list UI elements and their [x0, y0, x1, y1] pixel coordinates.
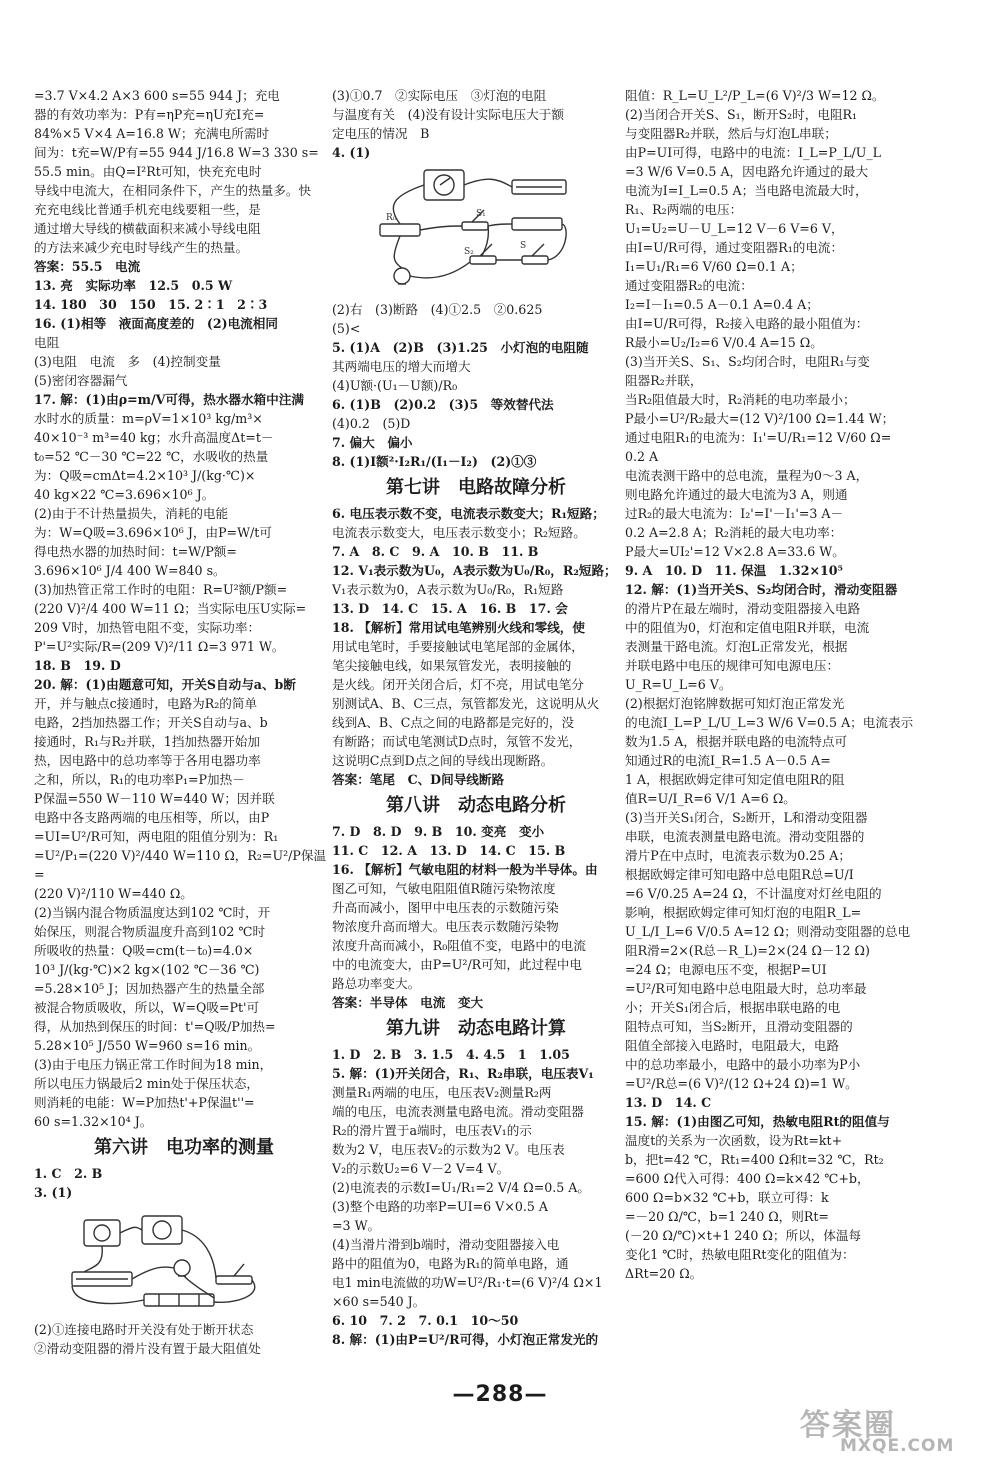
- answer-line: 这说明C点到D点之间的导线出现断路。: [332, 753, 554, 768]
- answer-line: 16. (1)相等 液面高度差的 (2)电流相同: [34, 316, 278, 331]
- answer-line: 表测量干路电流。灯泡L正常发光，根据: [625, 639, 848, 654]
- answer-line: 16. 【解析】气敏电阻的材料一般为半导体。由: [332, 862, 598, 877]
- answer-line: 55.5 min。由Q=I²Rt可知，快充充电时: [34, 164, 262, 179]
- answer-line: (4)0.2 (5)D: [332, 416, 411, 431]
- answer-line: (5)<: [332, 321, 361, 336]
- answer-line: 别测试A、B、C三点，氖管都发光，这说明从火: [332, 696, 600, 711]
- answer-line: 变化1 ℃时，热敏电阻Rt变化的阻值为：: [625, 1247, 855, 1262]
- answer-line: 40 kg×22 ℃=3.696×10⁶ J。: [34, 487, 215, 502]
- answer-line: (3)整个电路的功率P=UI=6 V×0.5 A: [332, 1199, 548, 1214]
- col1-block2: [34, 1164, 334, 1202]
- answer-line: =U²/R总=(6 V)²/(12 Ω+24 Ω)=1 W。: [625, 1076, 858, 1091]
- answer-line: 数为2 V，电压表V₂的示数为2 V。电压表: [332, 1142, 565, 1157]
- answer-line: 路总功率变大。: [332, 976, 421, 991]
- answer-line: 滑片P在中点时，电流表示数为0.25 A；: [625, 848, 851, 863]
- answer-line: 阻特点可知，当S₂断开，且滑动变阻器的: [625, 1019, 853, 1034]
- answer-line: (4)当滑片滑到b端时，滑动变阻器接入电: [332, 1237, 560, 1252]
- answer-line: 5. 解：(1)开关闭合，R₁、R₂串联，电压表V₁: [332, 1066, 594, 1081]
- answer-line: =600 Ω代入可得：400 Ω=k×42 ℃+b，: [625, 1171, 870, 1186]
- answer-line: 中的阻值为0，灯泡和定值电阻R并联，电流: [625, 620, 870, 635]
- answer-line: 11. C 12. A 13. D 14. C 15. B: [332, 843, 566, 858]
- answer-line: =5.28×10⁵ J；因加热器产生的热量全部: [34, 981, 265, 996]
- answer-line: 40×10⁻³ m³=40 kg；水升高温度Δt=t－: [34, 430, 274, 445]
- svg-text:S₁: S₁: [476, 209, 486, 219]
- answer-line: 13. 亮 实际功率 12.5 0.5 W: [34, 278, 233, 293]
- answer-line: ΔRt=20 Ω。: [625, 1266, 703, 1281]
- answer-line: (2)①连接电路时开关没有处于断开状态: [34, 1322, 254, 1337]
- answer-line: 为：Q吸=cmΔt=4.2×10³ J/(kg·℃)×: [34, 468, 256, 483]
- answer-line: 温度t的关系为一次函数，设为Rt=kt+: [625, 1133, 843, 1148]
- answer-line: 18. B 19. D: [34, 658, 121, 673]
- answer-line: 5. (1)A (2)B (3)1.25 小灯泡的电阻随: [332, 340, 589, 355]
- answer-line: 中的总功率最小，电路中的最小功率为P小: [625, 1057, 861, 1072]
- answer-line: 与温度有关 (4)没有设计实际电压大于额: [332, 107, 564, 122]
- answer-line: 定电压的情况 B: [332, 126, 430, 141]
- answer-line: (3)加热管正常工作时的电阻：R=U²额/P额=: [34, 582, 288, 597]
- answer-line: 1. D 2. B 3. 1.5 4. 4.5 1 1.05: [332, 1047, 570, 1062]
- answer-line: b，把t=42 ℃，Rt₁=400 Ω和t=32 ℃，Rt₂: [625, 1152, 884, 1167]
- page-number: —288—: [452, 1382, 548, 1407]
- col1-block3: [34, 1320, 334, 1358]
- section-heading-6: 第六讲 电功率的测量: [94, 1137, 274, 1158]
- answer-line: 间为：t充=W/P有=55 944 J/16.8 W=3 330 s=: [34, 145, 319, 160]
- answer-line: 7. D 8. D 9. B 10. 变亮 变小: [332, 824, 545, 839]
- svg-text:R₀: R₀: [386, 213, 397, 223]
- answer-line: 通过变阻器R₂的电流：: [625, 278, 753, 293]
- answer-line: 6. 电压表示数不变，电流表示数变大；R₁短路；: [332, 506, 605, 521]
- answer-line: ×60 s=540 J。: [332, 1294, 426, 1309]
- answer-line: 得，从加热到保压的时间：t'=Q吸/P加热=: [34, 1019, 276, 1034]
- answer-line: 热，因电路中的总功率等于各用电器功率: [34, 753, 261, 768]
- answer-line: 始保压，则混合物质温度升高到102 ℃时: [34, 924, 266, 939]
- answer-line: 5.28×10⁵ J/550 W=960 s=16 min。: [34, 1038, 261, 1053]
- answer-line: 升高而减小，图甲中电压表的示数随污染: [332, 900, 559, 915]
- section-heading-8: 第八讲 动态电路分析: [386, 795, 566, 816]
- answer-line: P保温=550 W－110 W=440 W；因并联: [34, 791, 275, 806]
- answer-line: 4. (1): [332, 145, 371, 160]
- col3-block1: [625, 86, 970, 1283]
- answer-line: 3.696×10⁶ J/4 400 W=840 s。: [34, 563, 226, 578]
- answer-line: (2)当锅内混合物质温度达到102 ℃时，开: [34, 905, 271, 920]
- answer-line: P最大=UI₂'=12 V×2.8 A=33.6 W。: [625, 544, 845, 559]
- answer-line: 有断路；而试电笔测试D点时，氖管不发光，: [332, 734, 582, 749]
- answer-line: 15. 解：(1)由图乙可知，热敏电阻Rt的阻值与: [625, 1114, 890, 1129]
- answer-line: 电阻: [34, 335, 60, 350]
- answer-line: =24 Ω；电源电压不变，根据P=UI: [625, 962, 827, 977]
- answer-line: 浓度升高而减小，R₀阻值不变，电路中的电流: [332, 938, 586, 953]
- answer-line: 开，并与触点c接通时，电路为R₂的简单: [34, 696, 258, 711]
- answer-line: 7. A 8. C 9. A 10. B 11. B: [332, 544, 539, 559]
- answer-line: 与变阻器R₂并联，然后与灯泡L串联；: [625, 126, 837, 141]
- answer-line: 1 A，根据欧姆定律可知定值电阻R的阻: [625, 772, 845, 787]
- answer-line: 水时水的质量：m=ρV=1×10³ kg/m³×: [34, 411, 263, 426]
- answer-line: 14. 180 30 150 15. 2∶1 2∶3: [34, 297, 268, 312]
- answer-line: 端的电压，电流表测量电路电流。滑动变阻器: [332, 1104, 584, 1119]
- col2-block1: [332, 86, 620, 162]
- answer-line: 物浓度升高而增大。电压表示数随污染物: [332, 919, 559, 934]
- column-left: [34, 86, 334, 1358]
- answer-line: =3 W。: [332, 1218, 381, 1233]
- answer-line: 由I=U/R可得，通过变阻器R₁的电流：: [625, 240, 844, 255]
- answer-line: 6. (1)B (2)0.2 (3)5 等效替代法: [332, 397, 554, 412]
- answer-line: 小；开关S₁闭合后，根据串联电路的电: [625, 1000, 841, 1015]
- answer-line: 的滑片P在最左端时，滑动变阻器接入电路: [625, 601, 861, 616]
- answer-line: 值R=U/I_R=6 V/1 A=6 Ω。: [625, 791, 796, 806]
- answer-line: 由P=UI可得，电路中的电流：I_L=P_L/U_L: [625, 145, 881, 160]
- answer-line: V₁表示数为0，A表示数为U₀/R₀，R₁短路: [332, 582, 564, 597]
- answer-line: 209 V时，加热管电阻不变，实际功率：: [34, 620, 261, 635]
- answer-line: 电流表测干路中的总电流，量程为0～3 A，: [625, 468, 869, 483]
- col2-block3: [332, 504, 620, 789]
- answer-line: R₂的滑片置于a端时，电压表V₁的示: [332, 1123, 532, 1138]
- answer-line: (3)由于电压力锅正常工作时间为18 min，: [34, 1057, 273, 1072]
- watermark: [800, 1400, 980, 1460]
- watermark-url: MXQE.COM: [840, 1436, 955, 1456]
- answer-line: 的方法来减少充电时导线产生的热量。: [34, 240, 249, 255]
- answer-line: 测量R₁两端的电压，电压表V₂测量R₂两: [332, 1085, 552, 1100]
- answer-line: 0.2 A=2.8 A；R₂消耗的最大电功率：: [625, 525, 843, 540]
- answer-line: 13. D 14. C 15. A 16. B 17. 会: [332, 601, 568, 616]
- answer-line: 器的有效功率为：P有=ηP充=ηU充I充=: [34, 107, 265, 122]
- answer-line: R最小=U₂/I₂=6 V/0.4 A=15 Ω。: [625, 335, 823, 350]
- answer-line: 为：W=Q吸=3.696×10⁶ J，由P=W/t可: [34, 525, 272, 540]
- answer-line: (2)由于不计热量损失，消耗的电能: [34, 506, 229, 521]
- col2-block5: [332, 1045, 620, 1349]
- answer-line: 所以电压力锅最后2 min处于保压状态，: [34, 1076, 260, 1091]
- answer-line: 阻R滑=2×(R总－R_L)=2×(24 Ω－12 Ω): [625, 943, 870, 958]
- answer-line: U_L/I_L=6 V/0.5 A=12 Ω；则滑动变阻器的总电: [625, 924, 911, 939]
- answer-line: (2)当闭合开关S、S₁，断开S₂时，电阻R₁: [625, 107, 858, 122]
- answer-line: P最小=U²/R₂最大=(12 V)²/100 Ω=1.44 W；: [625, 411, 895, 426]
- answer-line: U_R=U_L=6 V。: [625, 677, 732, 692]
- column-right: [625, 86, 970, 1283]
- answer-line: 阻器R₂并联，: [625, 373, 703, 388]
- answer-line: 所吸收的热量：Q吸=cm(t－t₀)=4.0×: [34, 943, 254, 958]
- answer-line: =3 W/6 V=0.5 A，因电路允许通过的最大: [625, 164, 869, 179]
- answer-line: 60 s=1.32×10⁴ J。: [34, 1114, 153, 1129]
- answer-line: P'=U²实际/R=(209 V)²/11 Ω=3 971 W。: [34, 639, 285, 654]
- answer-line: 用试电笔时，手要接触试电笔尾部的金属体，: [332, 639, 584, 654]
- answer-line: =U²/R可知电路中总电阻最大时，总功率最: [625, 981, 867, 996]
- answer-line: 电路，2挡加热器工作；开关S自动与a、b: [34, 715, 268, 730]
- answer-line: 8. (1)I额²·I₂R₁/(I₁－I₂) (2)①③: [332, 454, 537, 469]
- answer-line: 答案：笔尾 C、D间导线断路: [332, 772, 505, 787]
- answer-line: 17. 解：(1)由ρ=m/V可得，热水器水箱中注满: [34, 392, 304, 407]
- section-heading-7: 第七讲 电路故障分析: [386, 477, 566, 498]
- answer-line: 则消耗的电能：W=P加热t'+P保温t''=: [34, 1095, 255, 1110]
- section-heading-9: 第九讲 动态电路计算: [386, 1018, 566, 1039]
- answer-line: 笔尖接触电线，如果氖管发光，表明接触的: [332, 658, 572, 673]
- svg-text:S: S: [520, 241, 527, 251]
- answer-line: 电路中各支路两端的电压相等，所以，由P: [34, 810, 270, 825]
- svg-text:S₂: S₂: [464, 247, 474, 257]
- answer-line: =U²/P₁=(220 V)²/440 W=110 Ω，R₂=U²/P保温=: [34, 848, 327, 882]
- answer-line: 是火线。闭开关闭合后，灯不亮，用试电笔分: [332, 677, 584, 692]
- answer-line: 9. A 10. D 11. 保温 1.32×10⁵: [625, 563, 844, 578]
- answer-line: 通过电阻R₁的电流为：I₁'=U/R₁=12 V/60 Ω=: [625, 430, 892, 445]
- answer-line: (－20 Ω/℃)×t+1 240 Ω；所以，体温每: [625, 1228, 862, 1243]
- col1-block1: [34, 86, 334, 1131]
- answer-line: 20. 解：(1)由题意可知，开关S自动与a、b断: [34, 677, 296, 692]
- answer-line: (220 V)²/110 W=440 Ω。: [34, 886, 193, 901]
- answer-line: 图乙可知，气敏电阻阻值R随污染物浓度: [332, 881, 556, 896]
- answer-line: 根据欧姆定律可知电路中总电阻R总=U/I: [625, 867, 854, 882]
- answer-line: 数为1.5 A，根据并联电路的电流特点可: [625, 734, 848, 749]
- answer-line: (4)U额·(U₁－U额)/R₀: [332, 378, 458, 393]
- answer-line: 6. 10 7. 2 7. 0.1 10～50: [332, 1313, 519, 1328]
- answer-line: (3)①0.7 ②实际电压 ③灯泡的电阻: [332, 88, 547, 103]
- answer-line: 得电热水器的加热时间：t=W/P额=: [34, 544, 237, 559]
- answer-line: 中的电流变大，由P=U²/R可知，此过程中电: [332, 957, 582, 972]
- watermark-logo: 答案圈: [800, 1408, 896, 1443]
- answer-line: 则电路允许通过的最大电流为3 A，则通: [625, 487, 848, 502]
- answer-line: 18. 【解析】常用试电笔辨别火线和零线，使: [332, 620, 585, 635]
- answer-line: (2)根据灯泡铭牌数据可知灯泡正常发光: [625, 696, 845, 711]
- answer-line: ②滑动变阻器的滑片没有置于最大阻值处: [34, 1341, 261, 1356]
- answer-line: 阻值：R_L=U_L²/P_L=(6 V)²/3 W=12 Ω。: [625, 88, 885, 103]
- answer-line: 接通时，R₁与R₂并联，1挡加热器开始加: [34, 734, 260, 749]
- answer-line: t₀=52 ℃－30 ℃=22 ℃，水吸收的热量: [34, 449, 269, 464]
- circuit-figure-4: [372, 166, 572, 296]
- answer-line: 600 Ω=b×32 ℃+b，联立可得：k: [625, 1190, 829, 1205]
- col2-block2: [332, 300, 620, 471]
- answer-line: 10³ J/(kg·℃)×2 kg×(102 ℃－36 ℃): [34, 962, 260, 977]
- answer-line: V₂的示数U₂=6 V－2 V=4 V。: [332, 1161, 510, 1176]
- circuit-figure-3: [64, 1206, 274, 1316]
- answer-line: 13. D 14. C: [625, 1095, 712, 1110]
- answer-line: (3)当开关S、S₁、S₂均闭合时，电阻R₁与变: [625, 354, 870, 369]
- answer-line: 通过增大导线的横截面积来减小导线电阻: [34, 221, 261, 236]
- answer-line: 当R₂阻值最大时，R₂消耗的电功率最小；: [625, 392, 856, 407]
- answer-line: 影响，根据欧姆定律可知灯泡的电阻R_L=: [625, 905, 862, 920]
- col2-block4: [332, 822, 620, 1012]
- answer-line: 串联，电流表测量电路电流。滑动变阻器的: [625, 829, 865, 844]
- answer-line: I₁=U₁/R₁=6 V/60 Ω=0.1 A；: [625, 259, 803, 274]
- answer-line: 充充电线比普通手机充电线要粗一些，是: [34, 202, 261, 217]
- answer-line: 1. C 2. B: [34, 1166, 103, 1181]
- answer-line: (5)密闭容器漏气: [34, 373, 128, 388]
- answer-line: 其两端电压的增大而增大: [332, 359, 471, 374]
- answer-line: 由I=U/R可得，R₂接入电路的最小阻值为：: [625, 316, 869, 331]
- answer-line: 电1 min电流做的功W=U²/R₁·t=(6 V)²/4 Ω×1: [332, 1275, 603, 1290]
- answer-line: 阻值全部接入电路时，电阻最大，电路: [625, 1038, 840, 1053]
- answer-line: =－20 Ω/℃，b=1 240 Ω，则Rt=: [625, 1209, 829, 1224]
- answer-line: 并联电路中电压的规律可知电源电压：: [625, 658, 840, 673]
- answer-line: 84%×5 V×4 A=16.8 W；充满电所需时: [34, 126, 270, 141]
- answer-line: 12. V₁表示数为U₀，A表示数为U₀/R₀，R₂短路；: [332, 563, 617, 578]
- answer-line: 8. 解：(1)由P=U²/R可得，小灯泡正常发光的: [332, 1332, 599, 1347]
- answer-line: I₂=I－I₁=0.5 A－0.1 A=0.4 A；: [625, 297, 819, 312]
- answer-line: 12. 解：(1)当开关S、S₂均闭合时，滑动变阻器: [625, 582, 898, 597]
- answer-line: =6 V/0.25 A=24 Ω，不计温度对灯丝电阻的: [625, 886, 882, 901]
- answer-line: 知通过R的电流I_R=1.5 A－0.5 A=: [625, 753, 831, 768]
- answer-line: 答案：55.5 电流: [34, 259, 141, 274]
- answer-line: R₁、R₂两端的电压：: [625, 202, 743, 217]
- answer-line: 过R₂的最大电流为：I₂'=I'－I₁'=3 A－: [625, 506, 844, 521]
- answer-line: 3. (1): [34, 1185, 73, 1200]
- answer-line: 答案：半导体 电流 变大: [332, 995, 484, 1010]
- answer-line: =3.7 V×4.2 A×3 600 s=55 944 J；充电: [34, 88, 280, 103]
- answer-line: 被混合物质吸收，所以，W=Q吸=Pt'可: [34, 1000, 260, 1015]
- answer-line: 0.2 A: [625, 449, 659, 464]
- answer-line: (3)当开关S₁闭合，S₂断开，L和滑动变阻器: [625, 810, 868, 825]
- answer-line: (2)电流表的示数I=U₁/R₁=2 V/4 Ω=0.5 A。: [332, 1180, 590, 1195]
- answer-line: 之和，所以，R₁的电功率P₁=P加热－: [34, 772, 245, 787]
- answer-line: 7. 偏大 偏小: [332, 435, 413, 450]
- answer-line: 的电流I_L=P_L/U_L=3 W/6 V=0.5 A；电流表示: [625, 715, 914, 730]
- answer-line: 电流表示数变大，电压表示数变小；R₂短路。: [332, 525, 586, 540]
- answer-line: U₁=U₂=U－U_L=12 V－6 V=6 V，: [625, 221, 844, 236]
- answer-line: (2)右 (3)断路 (4)①2.5 ②0.625: [332, 302, 543, 317]
- answer-line: 电流为I=I_L=0.5 A；当电路电流最大时，: [625, 183, 868, 198]
- column-middle: [332, 86, 620, 1349]
- answer-line: (3)电阻 电流 多 (4)控制变量: [34, 354, 221, 369]
- answer-line: (220 V)²/4 400 W=11 Ω；当实际电压U实际=: [34, 601, 307, 616]
- answer-line: 线到A、B、C点之间的电路都是完好的，没: [332, 715, 575, 730]
- answer-line: 路中的阻值为0，电路为R₁的简单电路，通: [332, 1256, 569, 1271]
- answer-line: 导线中电流大，在相同条件下，产生的热量多。快: [34, 183, 312, 198]
- answer-line: =UI=U²/R可知，两电阻的阻值分别为：R₁: [34, 829, 279, 844]
